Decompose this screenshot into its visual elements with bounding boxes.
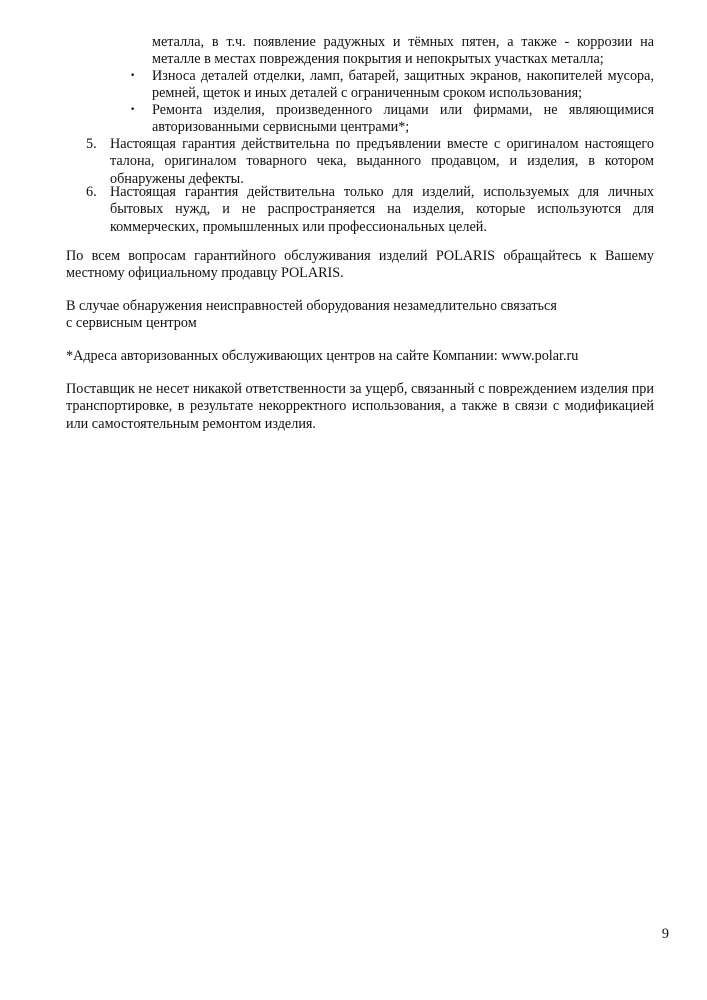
- bullet-item: [130, 68, 654, 103]
- item-text: Настоящая гарантия действительна только для изделий, используемых для личных бытовых нужд, и не распространяется на изделия, которые используются для коммерческих, промышленных или профессиональных целей.: [110, 184, 654, 235]
- continuation-text: металла, в т.ч. появление радужных и тёмных пятен, а также - коррозии на металле в местах повреждения покрытия и непокрытых участках металла;: [152, 34, 654, 68]
- service-addresses-note: *Адреса авторизованных обслуживающих центров на сайте Компании: www.polar.ru: [66, 348, 579, 364]
- liability-paragraph: Поставщик не несет никакой ответственности за ущерб, связанный с повреждением изделия при транспортировке, в результате некорректного использования, а также в связи с модификацией или самостоятельным ремонтом изделия.: [66, 381, 654, 432]
- defect-notice-line: В случае обнаружения неисправностей оборудования незамедлительно связаться: [66, 298, 557, 314]
- defect-notice-line: с сервисным центром: [66, 315, 197, 332]
- page-number: 9: [661, 926, 669, 942]
- defect-notice-paragraph: [66, 298, 654, 333]
- bullet-text: Ремонта изделия, произведенного лицами или фирмами, не являющимися авторизованными сервисными центрами*;: [152, 102, 654, 136]
- bullet-text: Износа деталей отделки, ламп, батарей, защитных экранов, накопителей мусора, ремней, щеток и иных деталей с ограниченным сроком использования;: [152, 68, 654, 102]
- item-number: 5.: [86, 136, 97, 152]
- item-text: Настоящая гарантия действительна по предъявлении вместе с оригиналом настоящего талона, оригиналом товарного чека, выданного продавцом, и изделия, в котором обнаружены дефекты.: [110, 136, 654, 187]
- numbered-item: [86, 136, 654, 188]
- bullet-icon: •: [130, 105, 136, 115]
- numbered-item: [86, 184, 654, 236]
- bullet-item: [130, 102, 654, 137]
- bullet-icon: •: [130, 71, 136, 81]
- item-number: 6.: [86, 184, 97, 200]
- service-contact-paragraph: По всем вопросам гарантийного обслуживания изделий POLARIS обращайтесь к Вашему местному официальному продавцу POLARIS.: [66, 248, 654, 282]
